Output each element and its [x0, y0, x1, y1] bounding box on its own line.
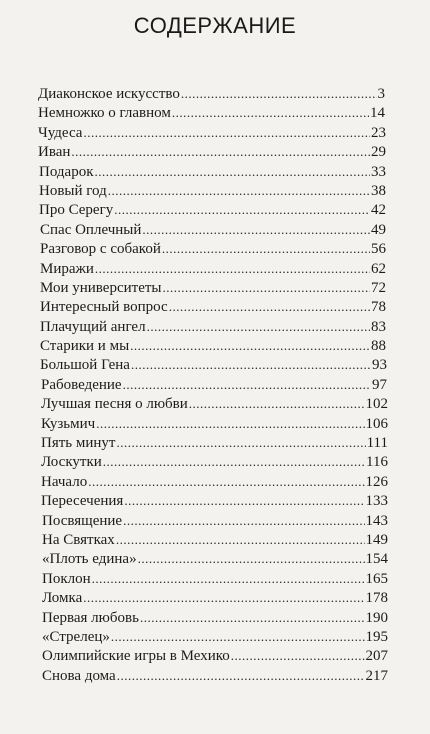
- dot-leader: [189, 394, 365, 413]
- toc-entry-title: Лучшая песня о любви: [41, 396, 188, 413]
- dot-leader: [124, 491, 364, 510]
- toc-entry-page-number: 14: [370, 105, 385, 122]
- toc-entry: [40, 297, 386, 316]
- toc-entry-title: Чудеса: [38, 124, 83, 141]
- dot-leader: [117, 666, 365, 685]
- toc-entry-title: Про Серегу: [39, 202, 114, 219]
- toc-entry-title: «Стрелец»: [42, 628, 110, 645]
- toc-entry-title: Пересечения: [41, 493, 124, 510]
- toc-entry: [41, 414, 388, 433]
- toc-entry-title: «Плоть едина»: [42, 551, 137, 568]
- toc-entry-page-number: 93: [372, 357, 387, 374]
- toc-entry: [38, 103, 385, 122]
- dot-leader: [71, 142, 370, 161]
- toc-entry-title: Первая любовь: [42, 609, 139, 626]
- toc-entry-title: Посвящение: [42, 512, 123, 529]
- dot-leader: [116, 530, 365, 549]
- toc-entry-page-number: 111: [366, 435, 388, 452]
- toc-entry-title: Немножко о главном: [38, 105, 171, 122]
- toc-entry-page-number: 133: [365, 493, 388, 510]
- page-title: СОДЕРЖАНИЕ: [133, 13, 297, 38]
- dot-leader: [116, 433, 365, 452]
- toc-entry-title: Ломка: [42, 590, 83, 607]
- toc-entry-title: Диаконское искусство: [38, 86, 180, 102]
- dot-leader: [181, 84, 377, 103]
- toc-entry-page-number: 143: [365, 512, 388, 529]
- dot-leader: [114, 200, 370, 219]
- toc-entry-page-number: 102: [365, 396, 388, 413]
- dot-leader: [131, 355, 371, 374]
- toc-entry: [42, 627, 388, 646]
- dot-leader: [140, 608, 365, 627]
- toc-entry: [39, 162, 386, 181]
- dot-leader: [95, 259, 370, 278]
- toc-entry: [42, 511, 388, 530]
- toc-entry-title: Иван: [38, 144, 71, 161]
- dot-leader: [83, 588, 364, 607]
- dot-leader: [123, 375, 371, 394]
- toc-entry-title: Новый год: [39, 182, 107, 199]
- dot-leader: [111, 627, 365, 646]
- table-of-contents: [0, 84, 430, 685]
- toc-entry-title: Начало: [41, 473, 88, 490]
- toc-entry-page-number: 106: [365, 415, 388, 432]
- toc-entry: [41, 375, 387, 394]
- toc-entry-page-number: 217: [365, 667, 388, 684]
- toc-entry: [40, 355, 387, 374]
- toc-entry-page-number: 56: [371, 241, 386, 258]
- toc-entry-page-number: 126: [365, 473, 388, 490]
- dot-leader: [231, 646, 365, 665]
- toc-entry-page-number: 3: [377, 86, 385, 102]
- toc-entry-page-number: 190: [365, 609, 388, 626]
- toc-entry-page-number: 165: [365, 570, 388, 587]
- toc-entry-title: На Святках: [42, 531, 115, 548]
- toc-entry-title: Пять минут: [41, 435, 116, 452]
- dot-leader: [162, 239, 370, 258]
- toc-entry-page-number: 195: [365, 628, 388, 645]
- toc-entry-page-number: 116: [366, 454, 388, 471]
- toc-entry: [42, 608, 388, 627]
- toc-entry: [40, 259, 386, 278]
- toc-entry: [38, 123, 386, 142]
- toc-entry: [41, 433, 388, 452]
- toc-entry-page-number: 23: [371, 124, 386, 141]
- toc-entry-title: Рабоведение: [41, 376, 122, 393]
- toc-entry-page-number: 72: [371, 279, 386, 296]
- toc-entry: [41, 452, 388, 471]
- toc-entry-title: Разговор с собакой: [40, 241, 161, 258]
- toc-entry: [41, 394, 388, 413]
- toc-entry-title: Снова дома: [42, 667, 116, 684]
- toc-entry: [40, 336, 386, 355]
- toc-entry: [40, 278, 386, 297]
- toc-entry: [38, 142, 386, 161]
- toc-entry: [42, 569, 388, 588]
- toc-entry-title: Плачущий ангел: [40, 318, 146, 335]
- toc-entry: [42, 666, 388, 685]
- dot-leader: [130, 336, 370, 355]
- toc-entry: [40, 220, 386, 239]
- dot-leader: [123, 511, 364, 530]
- dot-leader: [108, 181, 370, 200]
- toc-entry: [39, 181, 386, 200]
- toc-entry: [38, 84, 385, 103]
- toc-entry-page-number: 78: [371, 299, 386, 316]
- toc-entry-title: Миражи: [40, 260, 94, 277]
- toc-entry-title: Интересный вопрос: [40, 299, 168, 316]
- toc-entry-page-number: 149: [365, 531, 388, 548]
- dot-leader: [96, 414, 364, 433]
- toc-entry-page-number: 42: [371, 202, 386, 219]
- toc-entry-title: Мои университеты: [40, 279, 162, 296]
- toc-entry-page-number: 178: [365, 590, 388, 607]
- toc-entry-page-number: 154: [365, 551, 388, 568]
- toc-entry-page-number: 97: [372, 376, 387, 393]
- dot-leader: [172, 103, 369, 122]
- toc-entry-title: Спас Оплечный: [40, 221, 142, 238]
- dot-leader: [92, 569, 365, 588]
- toc-entry: [41, 472, 388, 491]
- toc-entry-title: Лоскутки: [41, 454, 102, 471]
- toc-entry: [41, 491, 388, 510]
- toc-entry-page-number: 33: [371, 163, 386, 180]
- toc-entry-page-number: 83: [371, 318, 386, 335]
- toc-entry-title: Олимпийские игры в Мехико: [42, 648, 230, 665]
- toc-entry: [42, 646, 388, 665]
- toc-entry-title: Подарок: [39, 163, 94, 180]
- toc-entry-page-number: 38: [371, 182, 386, 199]
- dot-leader: [142, 220, 370, 239]
- toc-entry-page-number: 29: [371, 144, 386, 161]
- toc-entry-page-number: 62: [371, 260, 386, 277]
- toc-entry-page-number: 207: [365, 648, 388, 665]
- dot-leader: [138, 549, 365, 568]
- toc-entry-page-number: 88: [371, 338, 386, 355]
- toc-entry: [39, 200, 386, 219]
- dot-leader: [88, 472, 364, 491]
- dot-leader: [147, 317, 370, 336]
- toc-entry: [40, 317, 386, 336]
- dot-leader: [94, 162, 370, 181]
- dot-leader: [162, 278, 370, 297]
- toc-entry: [42, 588, 388, 607]
- toc-entry-page-number: 49: [371, 221, 386, 238]
- toc-entry-title: Поклон: [42, 570, 91, 587]
- toc-entry: [42, 549, 388, 568]
- toc-entry-title: Большой Гена: [40, 357, 130, 374]
- toc-entry-title: Старики и мы: [40, 338, 130, 355]
- toc-entry: [42, 530, 388, 549]
- dot-leader: [169, 297, 370, 316]
- toc-entry-title: Кузьмич: [41, 415, 96, 432]
- dot-leader: [83, 123, 370, 142]
- dot-leader: [103, 452, 365, 471]
- toc-entry: [40, 239, 386, 258]
